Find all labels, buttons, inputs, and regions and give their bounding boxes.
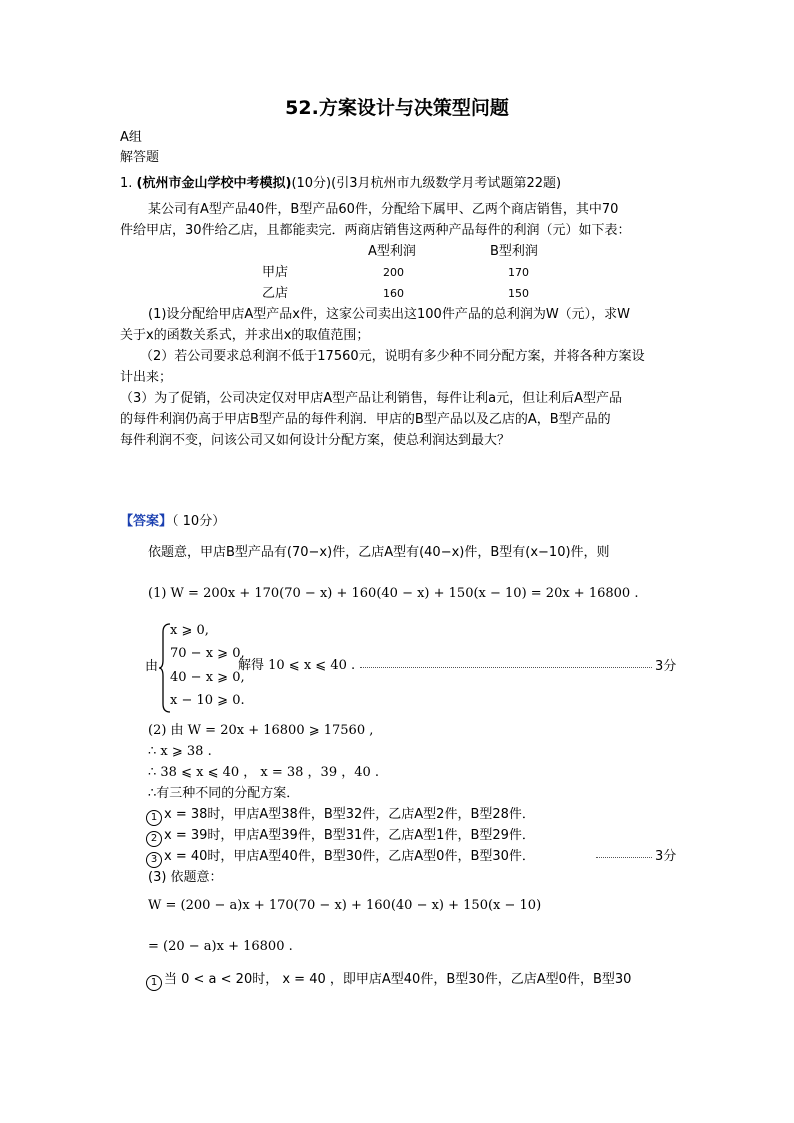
plan-text-1: x = 38时，甲店A型38件，B型32件，乙店A型2件，B型28件． xyxy=(164,807,535,822)
part1-line-2: 关于x的函数关系式，并求出x的取值范围； xyxy=(120,328,370,343)
answer-header xyxy=(120,512,225,532)
part3-line-1: （3）为了促销，公司决定仅对甲店A型产品让利销售，每件让利a元，但让利后A型产品 xyxy=(120,391,623,406)
part3-case-text: 当 0 < a < 20时， x = 40 ，即甲店A型40件，B型30件，乙店A型0件，B型30 xyxy=(164,972,632,987)
plan-item-2 xyxy=(146,826,535,847)
table-header-a: A型利润 xyxy=(368,244,416,259)
part2-answer-line-3: ∴ 38 ⩽ x ⩽ 40 ， x = 38 ，39 ，40 . xyxy=(148,765,380,780)
score-leader-2 xyxy=(596,857,652,858)
table-cell-jia-a: 200 xyxy=(383,266,404,279)
question-header xyxy=(120,174,561,194)
circled-number-3: 3 xyxy=(146,852,162,868)
circled-number-1: 1 xyxy=(146,810,162,826)
score-label-2: 3分 xyxy=(655,849,677,864)
answer-intro: 依题意，甲店B型产品有(70−x)件，乙店A型有(40−x)件，B型有(x−10)件，则 xyxy=(148,545,610,560)
plan-text-3: x = 40时，甲店A型40件，B型30件，乙店A型0件，B型30件． xyxy=(164,849,535,864)
part3-case-1 xyxy=(146,970,631,991)
score-leader-1 xyxy=(360,667,652,668)
part3-line-2: 的每件利润仍高于甲店B型产品的每件利润．甲店的B型产品以及乙店的A，B型产品的 xyxy=(120,412,611,427)
part2-answer-line-4: ∴有三种不同的分配方案． xyxy=(148,786,300,801)
part2-line-2: 计出来； xyxy=(120,370,173,385)
system-line-4: x − 10 ⩾ 0. xyxy=(170,693,245,708)
system-line-2: 70 − x ⩾ 0, xyxy=(170,646,245,661)
system-line-3: 40 − x ⩾ 0, xyxy=(170,670,245,685)
answer-equation-1: (1) W = 200x + 170(70 − x) + 160(40 − x) + 150(x − 10) = 20x + 16800 . xyxy=(148,586,639,601)
question-stem-line-1: 某公司有A型产品40件，B型产品60件，分配给下属甲、乙两个商店销售，其中70 xyxy=(148,202,619,217)
answer-tag: 【答案】 xyxy=(120,514,173,529)
part3-answer-equation-1: W = (200 − a)x + 170(70 − x) + 160(40 − x) + 150(x − 10) xyxy=(148,898,542,913)
table-cell-yi-a: 160 xyxy=(383,287,404,300)
answer-points: （ 10分） xyxy=(172,514,226,529)
section-label: 解答题 xyxy=(120,150,160,165)
question-reference: (引3月杭州市九级数学月考试题第22题) xyxy=(331,176,562,191)
part2-answer-line-1: (2) 由 W = 20x + 16800 ⩾ 17560 , xyxy=(148,723,374,738)
system-line-1: x ⩾ 0, xyxy=(170,623,209,638)
plan-text-2: x = 39时，甲店A型39件，B型31件，乙店A型1件，B型29件． xyxy=(164,828,535,843)
question-points: (10分) xyxy=(291,176,332,191)
question-number: 1. xyxy=(120,176,133,191)
plan-item-3 xyxy=(146,847,535,868)
group-label: A组 xyxy=(120,130,142,145)
system-prefix: 由 xyxy=(145,659,159,674)
question-source: (杭州市金山学校中考模拟) xyxy=(136,176,292,191)
part3-answer-head: (3) 依题意： xyxy=(148,870,223,885)
plan-item-1 xyxy=(146,805,535,826)
circled-number-2: 2 xyxy=(146,831,162,847)
part2-answer-line-2: ∴ x ⩾ 38 . xyxy=(148,744,212,759)
table-row-store-yi: 乙店 xyxy=(262,286,289,301)
page-title: 52.方案设计与决策型问题 xyxy=(285,97,509,119)
table-cell-yi-b: 150 xyxy=(508,287,529,300)
circled-number-case-1: 1 xyxy=(146,975,162,991)
table-row-store-jia: 甲店 xyxy=(262,265,289,280)
score-label-1: 3分 xyxy=(655,659,677,674)
part2-line-1: （2）若公司要求总利润不低于17560元，说明有多少种不同分配方案，并将各种方案设 xyxy=(140,349,645,364)
part1-line-1: (1)设分配给甲店A型产品x件，这家公司卖出这100件产品的总利润为W（元），求W xyxy=(148,307,631,322)
part3-line-3: 每件利润不变，问该公司又如何设计分配方案，使总利润达到最大？ xyxy=(120,433,511,448)
table-header-b: B型利润 xyxy=(490,244,538,259)
system-result: 解得 10 ⩽ x ⩽ 40 . xyxy=(238,658,356,673)
part3-answer-equation-2: = (20 − a)x + 16800 . xyxy=(148,939,293,954)
table-cell-jia-b: 170 xyxy=(508,266,529,279)
question-stem-line-2: 件给甲店，30件给乙店，且都能卖完．两商店销售这两种产品每件的利润（元）如下表： xyxy=(120,223,631,238)
